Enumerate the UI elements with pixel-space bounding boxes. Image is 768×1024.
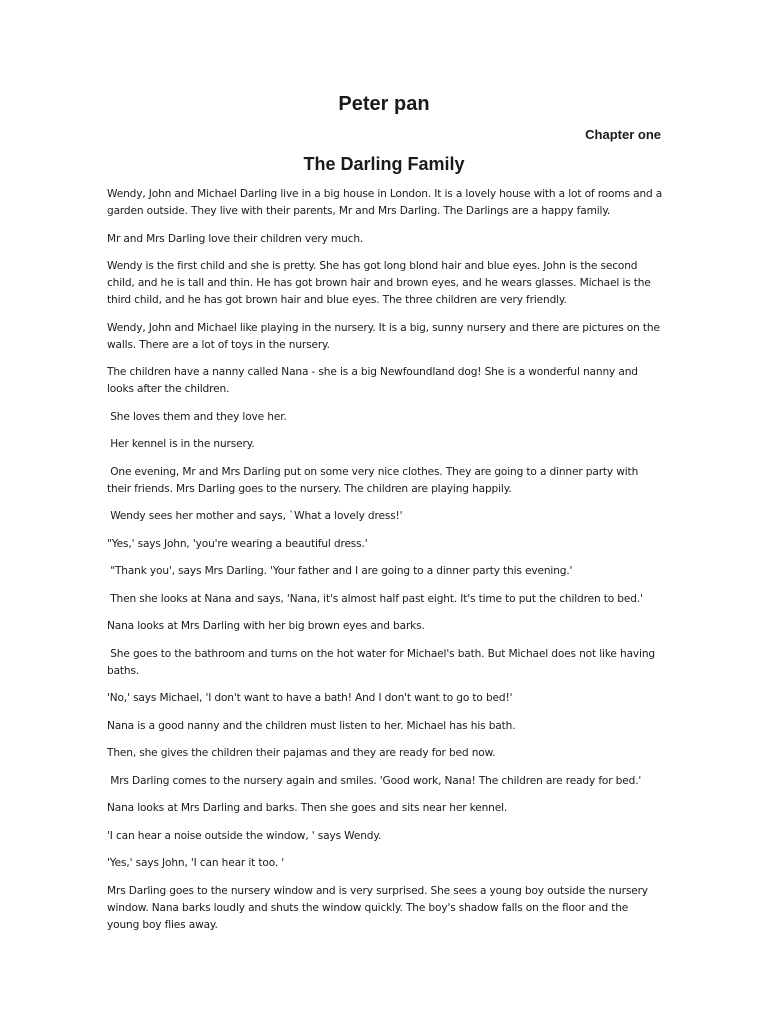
- paragraph: Wendy is the first child and she is pretty. She has got long blond hair and blue eyes. John is the second child, and he is tall and thin. He has got brown hair and brown eyes, and he wears glasses. Michael is the third child, and he has got brown hair and blue eyes. The three children are very friendly.: [107, 260, 654, 306]
- paragraph: Her kennel is in the nursery.: [107, 438, 255, 450]
- document-body: [107, 186, 666, 944]
- paragraph: Nana is a good nanny and the children must listen to her. Michael has his bath.: [107, 719, 516, 732]
- paragraph: Mrs Darling goes to the nursery window and is very surprised. She sees a young boy outside the nursery window. Nana barks loudly and shuts the window quickly. The boy's shadow falls on the floor and the young boy flies away.: [107, 884, 652, 931]
- paragraph: "Thank you', says Mrs Darling. 'Your father and I are going to a dinner party this evening.': [107, 565, 573, 577]
- paragraph: Then, she gives the children their pajamas and they are ready for bed now.: [107, 747, 496, 759]
- paragraph: Wendy, John and Michael like playing in the nursery. It is a big, sunny nursery and there are pictures on the walls. There are a lot of toys in the nursery.: [107, 321, 664, 351]
- document-title: Peter pan: [338, 93, 430, 115]
- paragraph: The children have a nanny called Nana - she is a big Newfoundland dog! She is a wonderful nanny and looks after the children.: [107, 366, 642, 395]
- paragraph: "Yes,' says John, 'you're wearing a beautiful dress.': [107, 537, 368, 550]
- paragraph: 'I can hear a noise outside the window, ' says Wendy.: [107, 829, 382, 842]
- chapter-heading: The Darling Family: [303, 154, 465, 174]
- paragraph: Nana looks at Mrs Darling with her big brown eyes and barks.: [107, 620, 425, 632]
- paragraph: Mrs Darling comes to the nursery again and smiles. 'Good work, Nana! The children are ready for bed.': [107, 774, 642, 787]
- paragraph: Wendy sees her mother and says, `What a lovely dress!': [107, 510, 403, 522]
- paragraph: She goes to the bathroom and turns on the hot water for Michael's bath. But Michael does not like having baths.: [107, 647, 659, 677]
- paragraph: Nana looks at Mrs Darling and barks. Then she goes and sits near her kennel.: [107, 802, 508, 814]
- chapter-label: Chapter one: [585, 127, 661, 142]
- paragraph: 'No,' says Michael, 'I don't want to have a bath! And I don't want to go to bed!': [107, 692, 513, 704]
- paragraph: Then she looks at Nana and says, 'Nana, it's almost half past eight. It's time to put the children to bed.': [107, 592, 643, 605]
- paragraph: Mr and Mrs Darling love their children very much.: [107, 232, 364, 245]
- paragraph: She loves them and they love her.: [107, 410, 287, 423]
- paragraph: 'Yes,' says John, 'I can hear it too. ': [107, 857, 285, 869]
- paragraph: One evening, Mr and Mrs Darling put on some very nice clothes. They are going to a dinner party with their friends. Mrs Darling goes to the nursery. The children are playing happily.: [107, 465, 642, 495]
- paragraph: Wendy, John and Michael Darling live in a big house in London. It is a lovely house with a lot of rooms and a garden outside. They live with their parents, Mr and Mrs Darling. The Darlings are a happy family.: [107, 188, 666, 217]
